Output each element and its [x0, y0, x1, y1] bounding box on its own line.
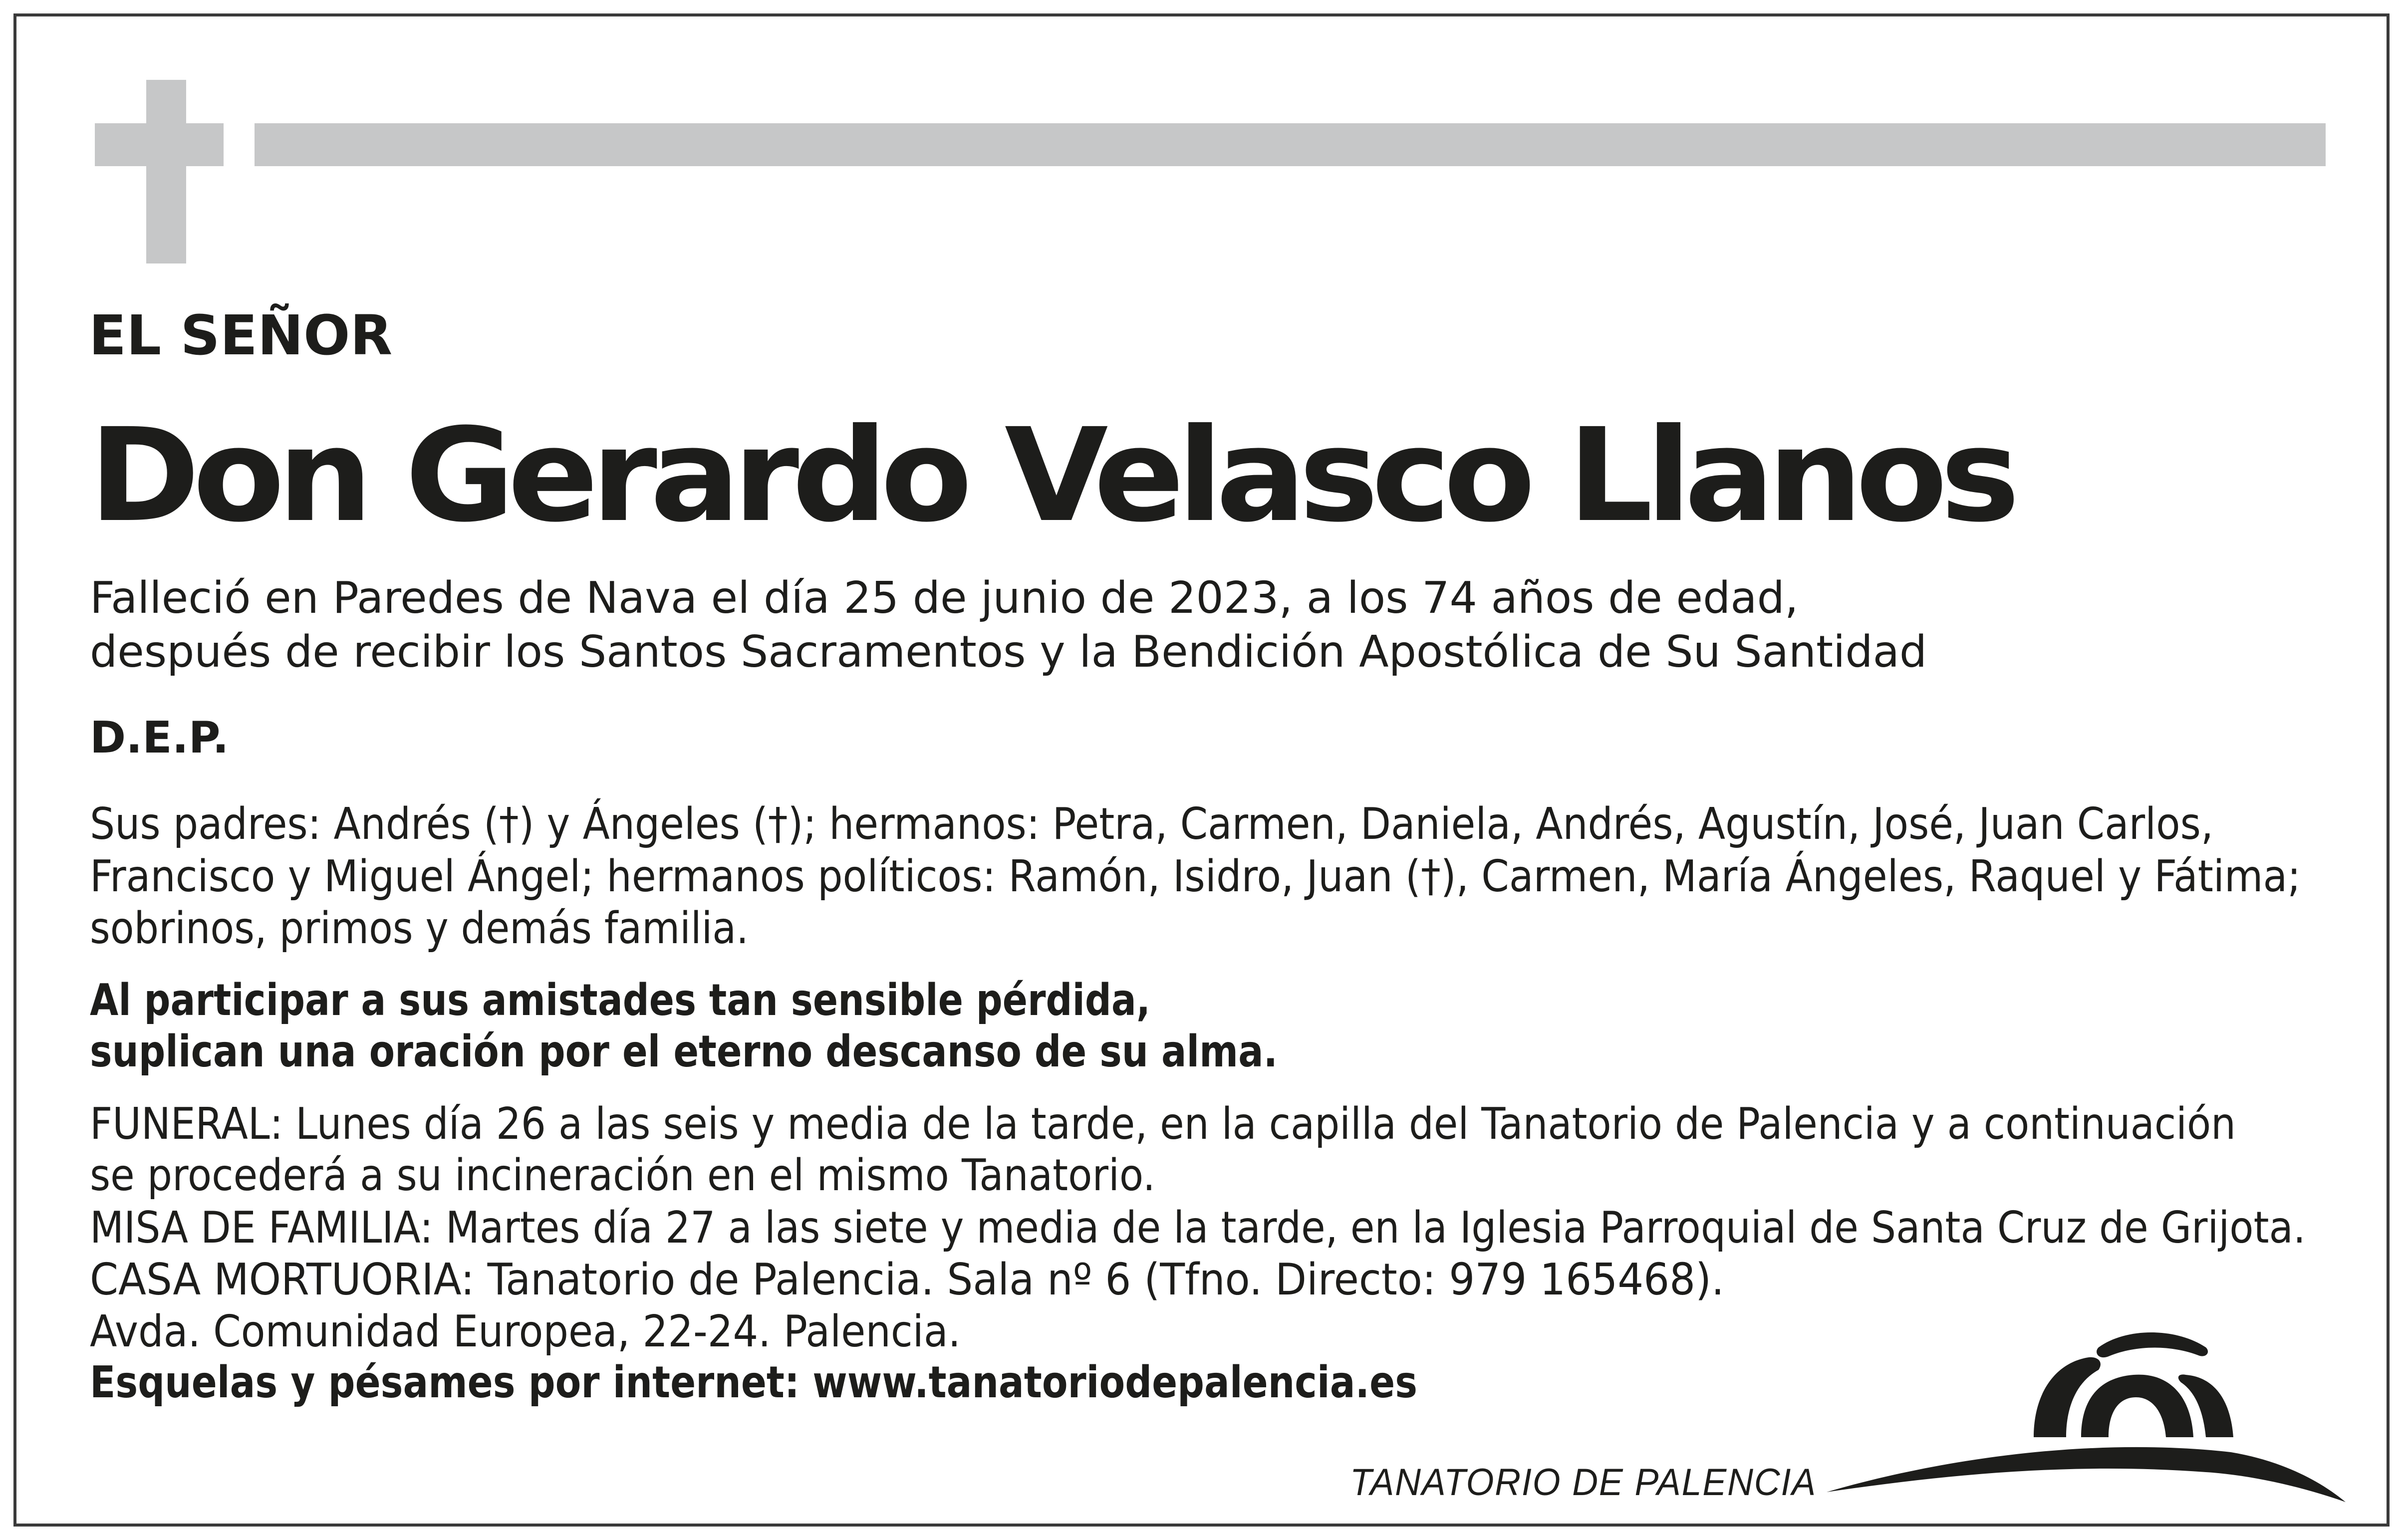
family-line: Sus padres: Andrés (†) y Ángeles (†); hermanos: Petra, Carmen, Daniela, Andrés, Agustín, José, Juan Carlos,: [90, 798, 2213, 849]
dep-label: D.E.P.: [90, 712, 229, 763]
header-rule: [255, 123, 2326, 166]
family-line: Francisco y Miguel Ángel; hermanos políticos: Ramón, Isidro, Juan (†), Carmen, María Ángeles, Raquel y Fátima;: [90, 851, 2301, 902]
service-line: FUNERAL: Lunes día 26 a las seis y media de la tarde, en la capilla del Tanatorio de Palencia y a continuación: [90, 1098, 2236, 1149]
internet-line: Esquelas y pésames por internet: www.tanatoriodepalencia.es: [90, 1357, 1417, 1408]
service-line: CASA MORTUORIA: Tanatorio de Palencia. Sala nº 6 (Tfno. Directo: 979 165468).: [90, 1254, 1724, 1305]
service-line: Avda. Comunidad Europea, 22-24. Palencia.: [90, 1306, 961, 1357]
service-line: MISA DE FAMILIA: Martes día 27 a las siete y media de la tarde, en la Iglesia Parroquial de Santa Cruz de Grijota.: [90, 1202, 2306, 1253]
honorific-label: EL SEÑOR: [89, 303, 393, 367]
request-line: suplican una oración por el eterno descanso de su alma.: [90, 1026, 1278, 1077]
request-line: Al participar a sus amistades tan sensible pérdida,: [90, 975, 1150, 1026]
service-line: se procederá a su incineración en el mismo Tanatorio.: [90, 1150, 1155, 1201]
death-notice-line: Falleció en Paredes de Nava el día 25 de junio de 2023, a los 74 años de edad,: [90, 572, 1799, 623]
brand-name: TANATORIO DE PALENCIA: [1350, 1461, 1817, 1504]
death-notice-line: después de recibir los Santos Sacramentos y la Bendición Apostólica de Su Santidad: [90, 626, 1927, 677]
family-line: sobrinos, primos y demás familia.: [90, 903, 749, 954]
deceased-name: Don Gerardo Velasco Llanos: [89, 401, 2016, 550]
